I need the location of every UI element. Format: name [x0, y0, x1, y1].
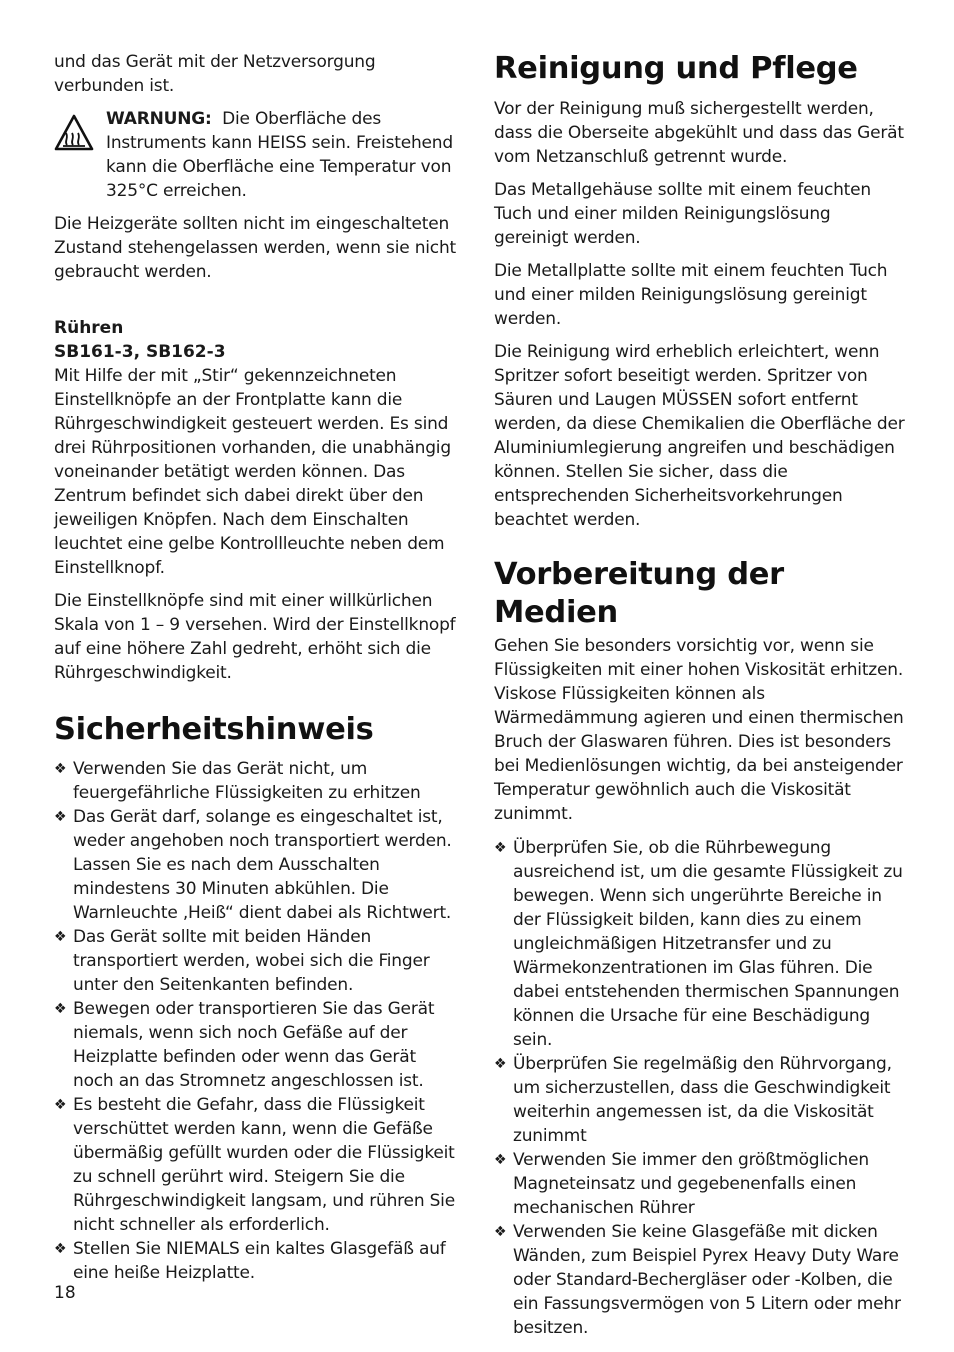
stirring-title: Rühren [54, 318, 124, 338]
warning-block [54, 107, 460, 203]
list-item: ❖ Überprüfen Sie, ob die Rührbewegung ausreichend ist, um die gesamte Flüssigkeit zu bewegen. Wenn sich ungerührte Bereiche in der Flüssigkeit bilden, kann dies zu einem ungleichmäßigen Hitzetransfer und zu Wärmekonzentrationen im Glas führen. Die dabei entstehenden thermischen Spannungen können die Ursache für eine Beschädigung sein. [494, 838, 903, 1050]
list-item: ❖ Überprüfen Sie regelmäßig den Rührvorgang, um sicherzustellen, dass die Geschwindigkeit weiterhin angemessen ist, da die Viskosität zunimmt [494, 1054, 892, 1146]
cleaning-paragraph: Vor der Reinigung muß sichergestellt werden, dass die Oberseite abgekühlt und dass das Gerät vom Netzanschluß getrennt wurde. [494, 99, 904, 167]
cleaning-paragraph: Die Reinigung wird erheblich erleichtert, wenn Spritzer sofort beseitigt werden. Spritzer von Säuren und Laugen MÜSSEN sofort entfernt werden, da diese Chemikalien die Oberfläche der Aluminiumlegierung angreifen und beschädigen können. Stellen Sie sicher, dass die entsprechenden Sicherheitsvorkehrungen beachtet werden. [494, 342, 905, 530]
cleaning-section [494, 50, 906, 532]
hot-surface-warning-icon [54, 114, 94, 152]
media-intro: Gehen Sie besonders vorsichtig vor, wenn sie Flüssigkeiten mit einer hohen Viskosität erhitzen. Viskose Flüssigkeiten können als Wärmedämmung agieren und einen thermischen Bruch der Glaswaren führen. Dies ist besonders bei Medienlösungen wichtig, da bei ansteigender Temperatur gewöhnlich auch die Viskosität zunimmt. [494, 636, 904, 824]
diamond-bullet-icon: ❖ [494, 1224, 507, 1240]
diamond-bullet-icon: ❖ [494, 1056, 507, 1072]
cleaning-paragraph: Die Metallplatte sollte mit einem feuchten Tuch und einer milden Reinigungslösung gereinigt werden. [494, 261, 888, 329]
safety-section [54, 711, 460, 1285]
list-item: ❖ Das Gerät darf, solange es eingeschaltet ist, weder angehoben noch transportiert werden. Lassen Sie es nach dem Ausschalten mindestens 30 Minuten abkühlen. Die Warnleuchte ‚Heiß“ dient dabei als Richtwert. [54, 807, 452, 923]
cleaning-paragraph: Das Metallgehäuse sollte mit einem feuchten Tuch und einer milden Reinigungslösung gereinigt werden. [494, 180, 871, 248]
list-item: ❖ Stellen Sie NIEMALS ein kaltes Glasgefäß auf eine heiße Heizplatte. [54, 1239, 446, 1283]
right-column [494, 50, 906, 1340]
list-item: ❖ Das Gerät sollte mit beiden Händen transportiert werden, wobei sich die Finger unter den Seitenkanten befinden. [54, 927, 430, 995]
stirring-models: SB161-3, SB162-3 [54, 342, 226, 362]
stirring-paragraph-1: Mit Hilfe der mit „Stir“ gekennzeichneten Einstellknöpfe an der Frontplatte kann die Rührgeschwindigkeit gesteuert werden. Es sind drei Rührpositionen vorhanden, die unabhängig voneinander betätigt werden können. Das Zentrum befindet sich dabei direkt über den jeweiligen Knöpfen. Nach dem Einschalten leuchtet eine gelbe Kontrollleuchte neben dem Einstellknopf. [54, 366, 451, 578]
diamond-bullet-icon: ❖ [494, 1152, 507, 1168]
stirring-section [54, 316, 460, 685]
diamond-bullet-icon: ❖ [54, 809, 67, 825]
diamond-bullet-icon: ❖ [54, 929, 67, 945]
list-item: ❖ Es besteht die Gefahr, dass die Flüssigkeit verschüttet werden kann, wenn die Gefäße übermäßig gefüllt wurden oder die Flüssigkeit zu schnell gerührt wird. Steigern Sie die Rührgeschwindigkeit langsam, und rühren Sie nicht schneller als erforderlich. [54, 1095, 455, 1235]
warning-text [106, 107, 460, 203]
left-column [54, 50, 460, 1285]
intro-continuation: und das Gerät mit der Netzversorgung verbunden ist. [54, 52, 376, 96]
diamond-bullet-icon: ❖ [54, 1241, 67, 1257]
diamond-bullet-icon: ❖ [54, 1097, 67, 1113]
list-item: ❖ Verwenden Sie keine Glasgefäße mit dicken Wänden, zum Beispiel Pyrex Heavy Duty Ware oder Standard-Bechergläser oder -Kolben, die ein Fassungsvermögen von 5 Litern oder mehr besitzen. [494, 1222, 901, 1338]
media-heading: Vorbereitung der Medien [494, 557, 784, 630]
media-section [494, 556, 906, 1340]
list-item: ❖ Verwenden Sie immer den größtmöglichen Magneteinsatz und gegebenenfalls einen mechanischen Rührer [494, 1150, 869, 1218]
safety-heading: Sicherheitshinweis [54, 712, 374, 747]
diamond-bullet-icon: ❖ [494, 840, 507, 856]
page-number: 18 [54, 1283, 76, 1303]
list-item: ❖ Bewegen oder transportieren Sie das Gerät niemals, wenn sich noch Gefäße auf der Heizplatte befinden oder wenn das Gerät noch an das Stromnetz angeschlossen ist. [54, 999, 435, 1091]
diamond-bullet-icon: ❖ [54, 1001, 67, 1017]
warning-label: WARNUNG: [106, 109, 212, 129]
cleaning-heading: Reinigung und Pflege [494, 51, 858, 86]
safety-list [54, 757, 460, 1285]
list-item: ❖ Verwenden Sie das Gerät nicht, um feuergefährliche Flüssigkeiten zu erhitzen [54, 759, 421, 803]
warning-body: Die Oberfläche des Instruments kann HEISS sein. Freistehend kann die Oberfläche eine Temperatur von 325°C erreichen. [106, 109, 453, 201]
stirring-paragraph-2: Die Einstellknöpfe sind mit einer willkürlichen Skala von 1 – 9 versehen. Wird der Einstellknopf auf eine höhere Zahl gedreht, erhöht sich die Rührgeschwindigkeit. [54, 591, 456, 683]
diamond-bullet-icon: ❖ [54, 761, 67, 777]
heater-note: Die Heizgeräte sollten nicht im eingeschalteten Zustand stehengelassen werden, wenn sie nicht gebraucht werden. [54, 214, 456, 282]
media-list [494, 836, 906, 1340]
